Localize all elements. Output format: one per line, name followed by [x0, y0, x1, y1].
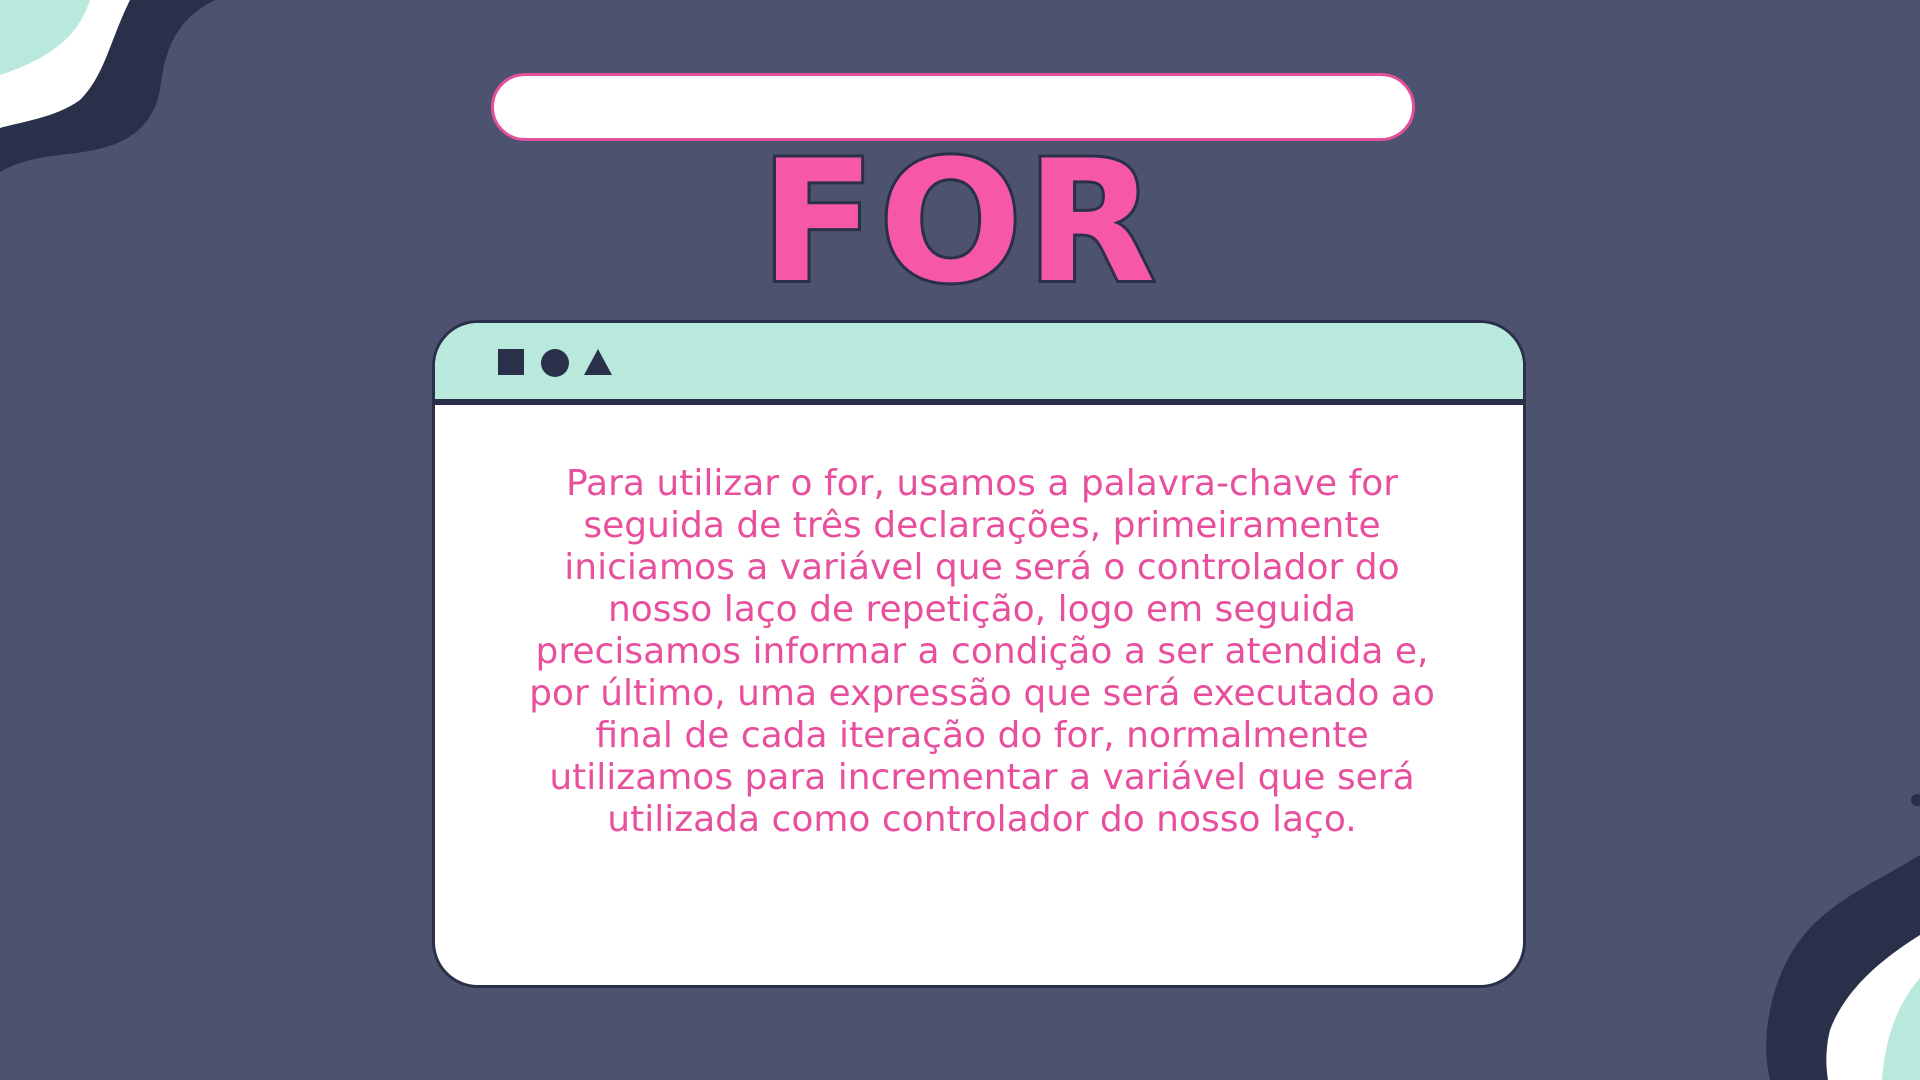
triangle-icon — [584, 349, 612, 375]
right-edge-dot — [1911, 794, 1920, 806]
page-title: FOR — [760, 124, 1160, 320]
circle-icon — [541, 349, 569, 377]
browser-window-card — [432, 320, 1526, 988]
description-text: Para utilizar o for, usamos a palavra-chave for seguida de três declarações, primeiramente iniciamos a variável que será o controlador do nosso laço de repetição, logo em seguida precisamos informar a condição a ser atendida e, por último, uma expressão que será executado ao final de cada iteração do for, normalmente utilizamos para incrementar a variável que será utilizada como controlador do nosso laço. — [529, 463, 1435, 840]
window-title-bar — [435, 323, 1523, 405]
square-icon — [498, 349, 524, 375]
